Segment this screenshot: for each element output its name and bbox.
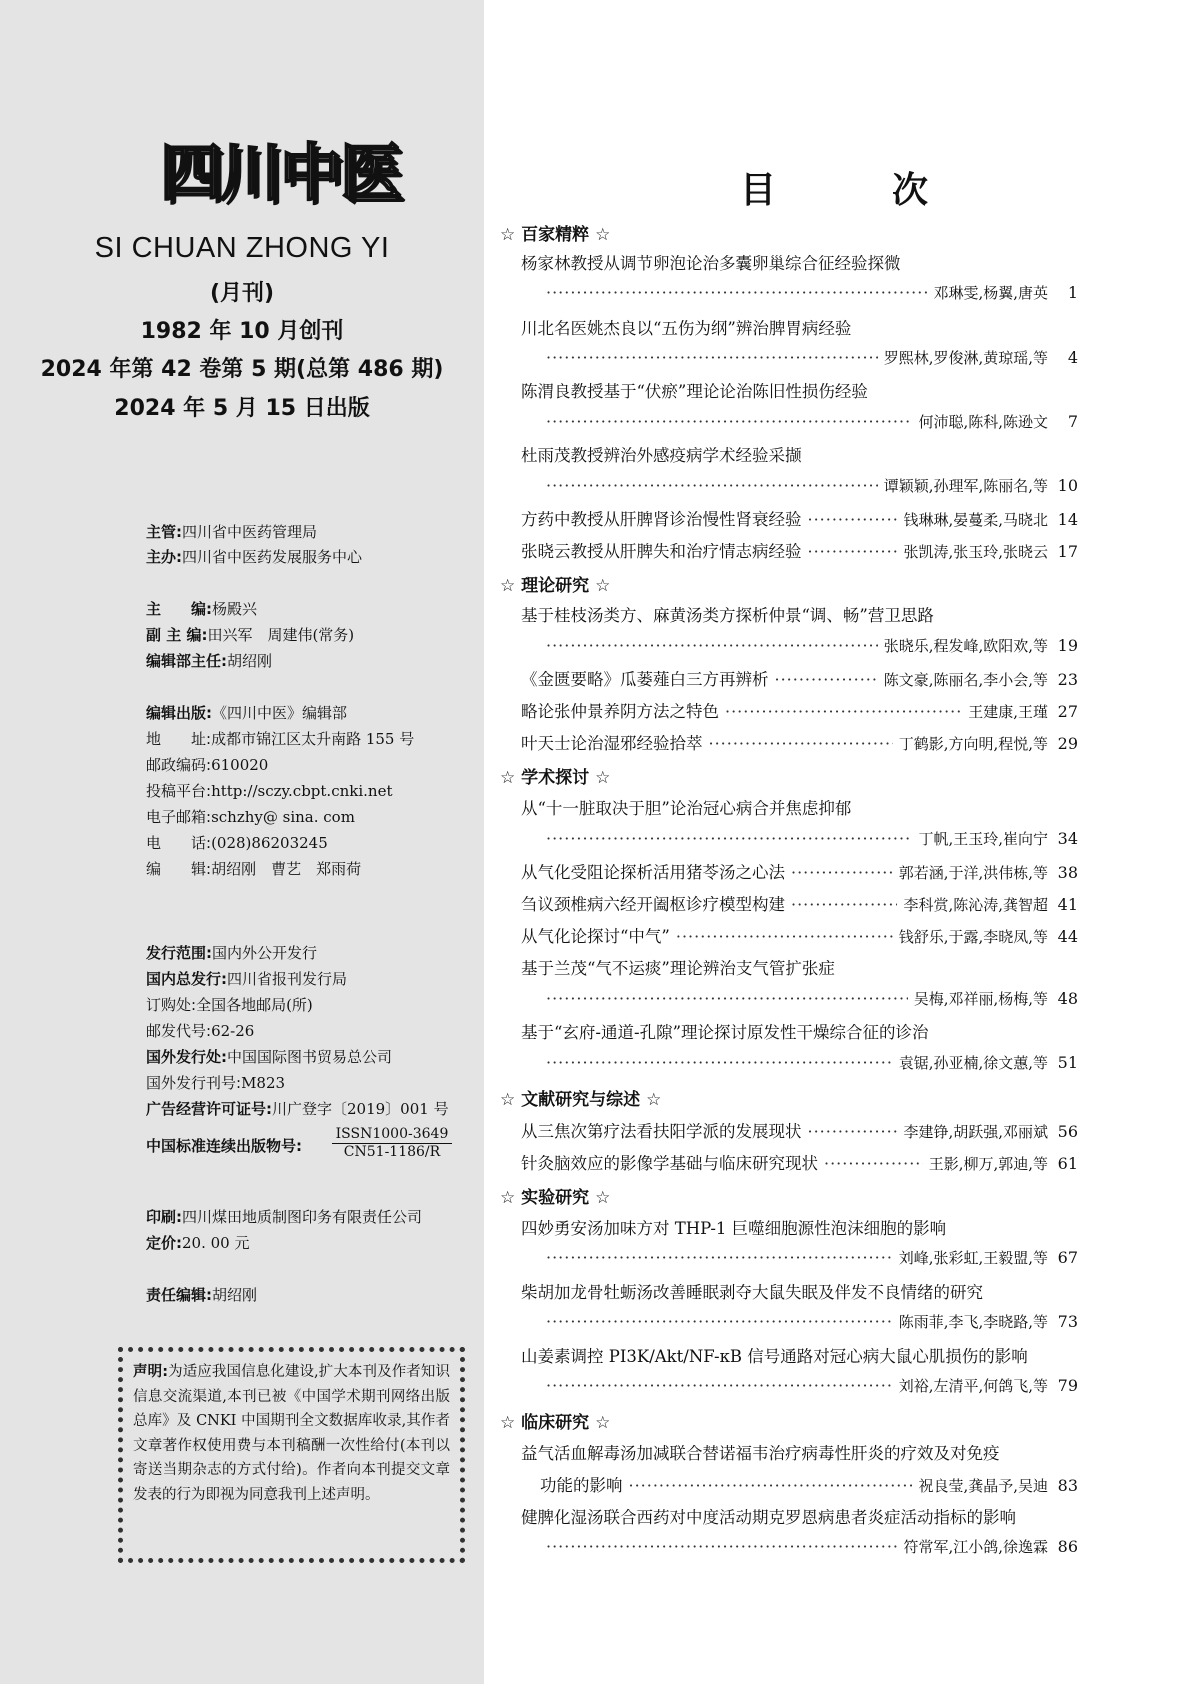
info-line: 定价:20. 00 元 [146,1234,250,1252]
info-line: 投稿平台:http://sczy.cbpt.cnki.net [146,782,393,800]
toc-entry-row: ····· 刘峰,张彩虹,王毅盟,等 67 [540,1247,1078,1268]
info-line: 主办:四川省中医药发展服务中心 [146,548,363,566]
info-line: 主管:四川省中医药管理局 [146,523,318,541]
info-line: 印刷:四川煤田地质制图印务有限责任公司 [146,1208,423,1226]
toc-entry-row: ····· 陈雨菲,李飞,李晓路,等 73 [540,1311,1078,1332]
toc-entry-row: ····· 何沛聪,陈科,陈逊文 7 [540,411,1078,432]
info-line: 编辑部主任:胡绍刚 [146,652,273,670]
info-line: 发行范围:国内外公开发行 [146,944,318,962]
info-line: 编 辑:胡绍刚 曹艺 郑雨荷 [146,860,362,878]
toc-entry-title[interactable]: 四妙勇安汤加味方对 THP-1 巨噬细胞源性泡沫细胞的影响 [521,1219,947,1238]
journal-logo: 四川中医 [160,136,401,209]
toc-entry-row: ····· 谭颖颖,孙理军,陈丽名,等 10 [540,475,1078,496]
toc-entry-row: ····· 吴梅,邓祥丽,杨梅,等 48 [540,988,1078,1009]
toc-entry-row: ····· 刘裕,左清平,何鸽飞,等 79 [540,1375,1078,1396]
toc-entry-title[interactable]: 陈渭良教授基于“伏瘀”理论论治陈旧性损伤经验 [521,382,868,401]
info-line: 责任编辑:胡绍刚 [146,1286,258,1304]
toc-entry-row[interactable]: 略论张仲景养阴方法之特色 ····· 王建康,王瑾 27 [521,698,1078,722]
info-line: 邮政编码:610020 [146,756,269,774]
toc-entry-row[interactable]: 针灸脑效应的影像学基础与临床研究现状 ····· 王影,柳万,郭迪,等 61 [521,1150,1078,1174]
toc-entry-row[interactable]: 方药中教授从肝脾肾诊治慢性肾衰经验 ····· 钱琳琳,晏蔓柔,马晓北 14 [521,506,1078,530]
toc-entry-title[interactable]: 杨家林教授从调节卵泡论治多囊卵巢综合征经验探微 [521,254,901,273]
toc-entry-row: 功能的影响 ····· 祝良莹,龚晶予,吴迪 83 [540,1472,1078,1496]
toc-section: ☆ 学术探讨 ☆ [500,768,611,788]
toc-entry-title[interactable]: 杜雨茂教授辨治外感疫病学术经验采撷 [521,446,802,465]
issn-label: 中国标准连续出版物号: [146,1137,302,1155]
toc-entry-title[interactable]: 健脾化湿汤联合西药对中度活动期克罗恩病患者炎症活动指标的影响 [521,1508,1016,1527]
toc-title: 目 次 [740,170,969,211]
toc-entry-row[interactable]: 从气化受阻论探析活用猪苓汤之心法 ····· 郭若涵,于洋,洪伟栋,等 38 [521,859,1078,883]
info-line: 国内总发行:四川省报刊发行局 [146,970,348,988]
cn-number: CN51-1186/R [343,1144,441,1160]
toc-entry-title[interactable]: 基于桂枝汤类方、麻黄汤类方探析仲景“调、畅”营卫思路 [521,606,934,625]
toc-entry-row: ····· 张晓乐,程发峰,欧阳欢,等 19 [540,635,1078,656]
info-line: 国外发行刊号:M823 [146,1074,286,1092]
info-line: 邮发代号:62-26 [146,1022,255,1040]
toc-entry-row: ····· 邓琳雯,杨翼,唐英 1 [540,282,1078,303]
toc-entry-row[interactable]: 张晓云教授从肝脾失和治疗情志病经验 ····· 张凯涛,张玉玲,张晓云 17 [521,538,1078,562]
toc-entry-row[interactable]: 刍议颈椎病六经开阖枢诊疗模型构建 ····· 李科赏,陈沁涛,龚智超 41 [521,891,1078,915]
toc-entry-title[interactable]: 从“十一脏取决于胆”论治冠心病合并焦虑抑郁 [521,799,852,818]
toc-entry-title[interactable]: 基于“玄府-通道-孔隙”理论探讨原发性干燥综合征的诊治 [521,1023,929,1042]
toc-entry-row: ····· 丁帆,王玉玲,崔向宁 34 [540,828,1078,849]
info-line: 国外发行处:中国国际图书贸易总公司 [146,1048,393,1066]
founded-date: 1982 年 10 月创刊 [140,319,344,344]
info-line: 电子邮箱:schzhy@ sina. com [146,808,355,826]
toc-entry-row[interactable]: 《金匮要略》瓜蒌薤白三方再辨析 ····· 陈文豪,陈丽名,李小会,等 23 [521,666,1078,690]
info-line: 广告经营许可证号:川广登字〔2019〕001 号 [146,1100,449,1118]
toc-entry-row[interactable]: 从气化论探讨“中气” ····· 钱舒乐,于露,李晓凤,等 44 [521,923,1078,947]
copyright-notice: 声明:为适应我国信息化建设,扩大本刊及作者知识信息交流渠道,本刊已被《中国学术期刊网络出版总库》及 CNKI 中国期刊全文数据库收录,其作者文章著作权使用费与本刊稿酬一次性给付(本刊以寄送当期杂志的方式付给)。作者向本刊提交文章发表的行为即视为同意我刊上述声明。 [118,1347,465,1563]
toc-entry-title[interactable]: 柴胡加龙骨牡蛎汤改善睡眠剥夺大鼠失眠及伴发不良情绪的研究 [521,1283,983,1302]
info-line: 编辑出版:《四川中医》编辑部 [146,704,348,722]
toc-entry-title[interactable]: 山姜素调控 PI3K/Akt/NF-κB 信号通路对冠心病大鼠心肌损伤的影响 [521,1347,1028,1366]
issue-number: 2024 年第 42 卷第 5 期(总第 486 期) [40,357,444,382]
issn-number: ISSN1000-3649 [332,1126,452,1144]
toc-section: ☆ 理论研究 ☆ [500,576,611,596]
toc-entry-row: ····· 罗熙林,罗俊淋,黄琼瑶,等 4 [540,347,1078,368]
toc-entry-title[interactable]: 益气活血解毒汤加减联合替诺福韦治疗病毒性肝炎的疗效及对免疫 [521,1444,1000,1463]
toc-entry-row[interactable]: 叶天士论治湿邪经验拾萃 ····· 丁鹤影,方向明,程悦,等 29 [521,730,1078,754]
toc-entry-title[interactable]: 川北名医姚杰良以“五伤为纲”辨治脾胃病经验 [521,319,852,338]
info-line: 订购处:全国各地邮局(所) [146,996,313,1014]
toc-section: ☆ 临床研究 ☆ [500,1413,611,1433]
toc-entry-row: ····· 符常军,江小鸽,徐逸霖 86 [540,1536,1078,1557]
issn-fraction [332,1126,452,1160]
publish-date: 2024 年 5 月 15 日出版 [114,396,370,421]
toc-section: ☆ 文献研究与综述 ☆ [500,1090,662,1110]
toc-section: ☆ 实验研究 ☆ [500,1188,611,1208]
info-line: 副 主 编:田兴军 周建伟(常务) [146,626,355,644]
toc-entry-row: ····· 袁锯,孙亚楠,徐文蕙,等 51 [540,1052,1078,1073]
toc-entry-row[interactable]: 从三焦次第疗法看扶阳学派的发展现状 ····· 李建铮,胡跃强,邓丽斌 56 [521,1118,1078,1142]
info-line: 主 编:杨殿兴 [146,600,258,618]
info-line: 地 址:成都市锦江区太升南路 155 号 [146,730,415,748]
info-line: 电 话:(028)86203245 [146,834,328,852]
journal-en-title: SI CHUAN ZHONG YI [94,232,390,264]
toc-section: ☆ 百家精粹 ☆ [500,225,611,245]
toc-entry-title[interactable]: 基于兰茂“气不运痰”理论辨治支气管扩张症 [521,959,835,978]
frequency: (月刊) [209,281,275,306]
